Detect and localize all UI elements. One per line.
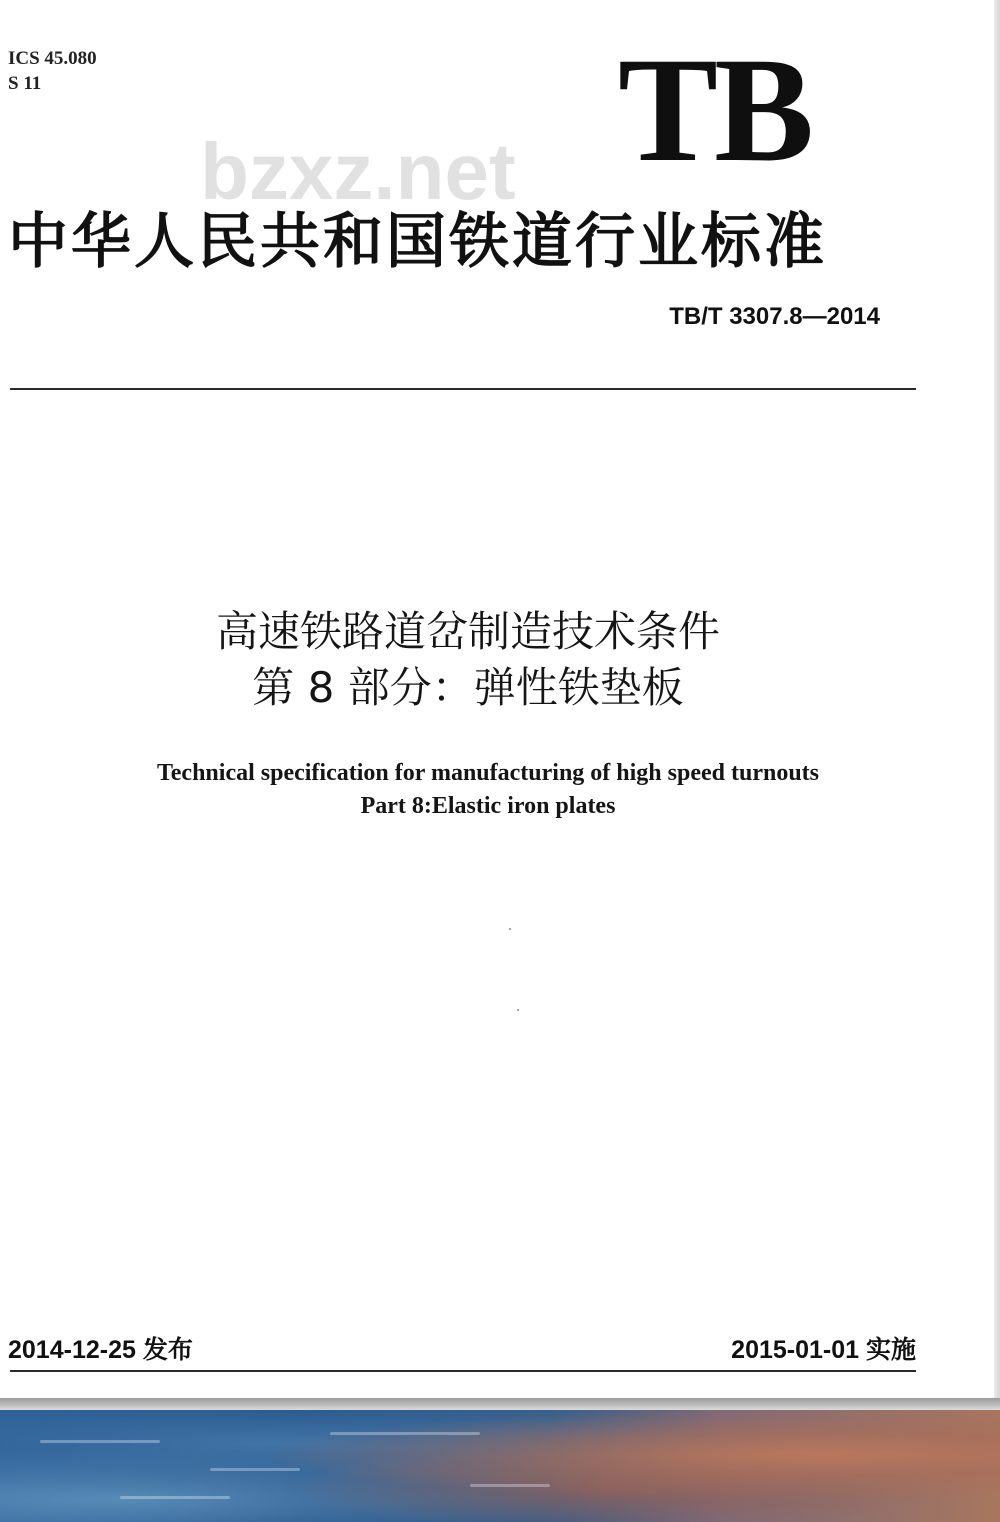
speck <box>509 928 511 930</box>
implementation-date: 2015-01-01 实施 <box>731 1336 916 1364</box>
tb-logo: TB <box>618 27 811 193</box>
chinese-title-line-1: 高速铁路道岔制造技术条件 <box>215 607 720 656</box>
ccs-code: S 11 <box>8 73 42 94</box>
top-divider <box>10 388 916 390</box>
bottom-divider <box>10 1370 916 1372</box>
ics-code: ICS 45.080 <box>8 48 97 69</box>
english-title-line-2: Part 8:Elastic iron plates <box>360 793 616 819</box>
issue-date: 2014-12-25 发布 <box>8 1336 193 1364</box>
speck <box>517 1009 519 1011</box>
english-title-line-1: Technical specification for manufacturing of high speed turnouts <box>156 760 820 786</box>
wave-highlight <box>330 1432 480 1435</box>
background-photo <box>0 1410 1000 1522</box>
wave-highlight <box>40 1440 160 1443</box>
standard-number: TB/T 3307.8—2014 <box>669 303 880 330</box>
issuer-title: 中华人民共和国铁道行业标准 <box>8 207 827 277</box>
page-edge-shadow <box>994 0 1000 1405</box>
wave-highlight <box>120 1496 230 1499</box>
classification-codes <box>8 46 97 96</box>
wave-highlight <box>470 1484 550 1487</box>
watermark-text: bzxz.net <box>200 127 516 216</box>
chinese-title-line-2: 第 8 部分：弹性铁垫板 <box>252 663 684 712</box>
wave-highlight <box>210 1468 300 1471</box>
